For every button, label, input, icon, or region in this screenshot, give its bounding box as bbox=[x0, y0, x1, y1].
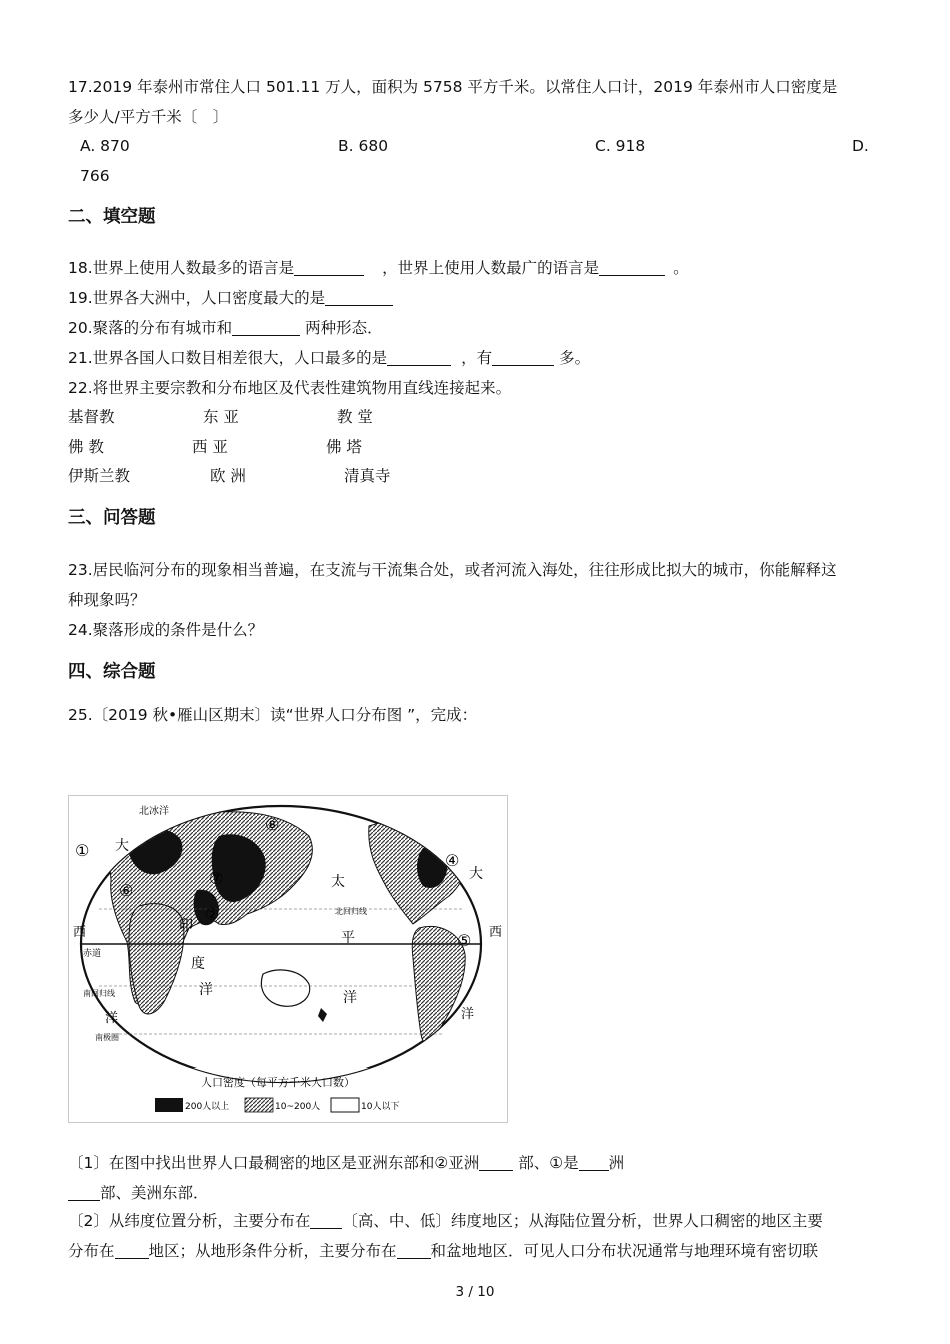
q22-region-3: 欧 洲 bbox=[210, 467, 246, 485]
label-atlantic-right: 大 bbox=[469, 866, 483, 882]
q23-line1: 23.居民临河分布的现象相当普遍，在支流与干流集合处，或者河流入海处，往往形成比拟大的城市，你能解释这 bbox=[68, 561, 837, 579]
legend-label-medium: 10~200人 bbox=[275, 1102, 321, 1112]
q21-blank-2 bbox=[492, 349, 554, 366]
label-north-pole: 北冰洋 bbox=[139, 806, 169, 817]
legend-swatch-sparse bbox=[331, 1098, 359, 1112]
marker-7: ⑦ bbox=[209, 869, 224, 888]
label-indian-3: 洋 bbox=[199, 982, 213, 998]
q18-text-c: 。 bbox=[673, 259, 689, 277]
q22-building-3: 清真寺 bbox=[344, 467, 391, 485]
label-tropic-north: 北回归线 bbox=[335, 907, 367, 916]
q25-p2-blank-1 bbox=[310, 1212, 342, 1229]
page-number: 3 / 10 bbox=[455, 1284, 495, 1300]
q20 bbox=[68, 317, 383, 339]
marker-4: ④ bbox=[445, 851, 460, 870]
q23-line2: 种现象吗？ bbox=[68, 591, 146, 609]
label-equator: 赤道 bbox=[83, 949, 102, 959]
label-pacific-mid: 平 bbox=[341, 930, 355, 946]
legend-swatch-dense bbox=[155, 1098, 183, 1112]
q21-text-a: 21.世界各国人口数目相差很大，人口最多的是 bbox=[68, 349, 388, 367]
q17-line1: 17.2019 年泰州市常住人口 501.11 万人，面积为 5758 平方千米。以常住人口计，2019 年泰州市人口密度是 bbox=[68, 78, 838, 96]
marker-1: ① bbox=[75, 841, 90, 860]
q22-religion-2: 佛 教 bbox=[68, 438, 104, 456]
q22-building-2: 佛 塔 bbox=[326, 438, 362, 456]
q25-p2-text-b: 〔高、中、低〕纬度地区；从海陆位置分析，世界人口稠密的地区主要 bbox=[342, 1212, 823, 1230]
q25-p1-text-b: 部、①是 bbox=[513, 1154, 579, 1172]
label-west-left: 西 bbox=[73, 925, 87, 940]
q21 bbox=[68, 347, 590, 369]
label-pacific-bottom: 洋 bbox=[343, 990, 357, 1006]
q17-option-b: B. 680 bbox=[338, 137, 389, 155]
marker-8: ⑧ bbox=[265, 815, 280, 834]
q25-p1-blank-2 bbox=[579, 1154, 609, 1171]
legend-label-dense: 200人以上 bbox=[185, 1102, 230, 1112]
q25-intro: 25.〔2019 秋•雁山区期末〕读“世界人口分布图 ”，完成： bbox=[68, 706, 478, 724]
q25-p2-text-c: 分布在 bbox=[68, 1242, 115, 1260]
q20-blank bbox=[232, 319, 300, 336]
q17-option-c: C. 918 bbox=[595, 137, 646, 155]
q18-text-b: ，世界上使用人数最广的语言是 bbox=[382, 259, 600, 277]
q22-building-1: 教 堂 bbox=[337, 408, 373, 426]
map-svg bbox=[69, 796, 507, 1122]
q25-p1-text-d: 部、美洲东部． bbox=[100, 1184, 209, 1202]
world-population-map bbox=[68, 795, 508, 1123]
q22-text: 22.将世界主要宗教和分布地区及代表性建筑物用直线连接起来。 bbox=[68, 379, 512, 397]
q17-line2: 多少人/平方千米〔 〕 bbox=[68, 108, 229, 126]
section-heading-comprehensive: 四、综合题 bbox=[68, 662, 156, 682]
label-pacific-top: 太 bbox=[331, 874, 345, 890]
q25-p2-text-d: 地区；从地形条件分析，主要分布在 bbox=[148, 1242, 397, 1260]
q25-p1-blank-1 bbox=[479, 1154, 513, 1171]
q21-text-c: 多。 bbox=[554, 349, 591, 367]
label-ocean-right: 洋 bbox=[461, 1007, 475, 1022]
section-heading-fill-in: 二、填空题 bbox=[68, 207, 156, 227]
label-west-right: 西 bbox=[489, 925, 503, 940]
label-ocean-left: 洋 bbox=[105, 1011, 119, 1026]
q19-blank bbox=[325, 289, 393, 306]
q21-text-b: ，有 bbox=[461, 349, 493, 367]
q25-p2-text-a: 〔2〕从纬度位置分析，主要分布在 bbox=[68, 1212, 311, 1230]
q19-text-a: 19.世界各大洲中，人口密度最大的是 bbox=[68, 289, 326, 307]
q20-text-b: 两种形态． bbox=[300, 319, 383, 337]
label-antarctic: 南极圈 bbox=[95, 1033, 119, 1042]
q25-part1-line2 bbox=[68, 1182, 209, 1204]
label-indian-1: 印 bbox=[179, 918, 193, 934]
q22-religion-3: 伊斯兰教 bbox=[68, 467, 131, 485]
q25-p2-blank-3 bbox=[397, 1242, 431, 1259]
q25-p2-text-e: 和盆地地区．可见人口分布状况通常与地理环境有密切联 bbox=[430, 1242, 819, 1260]
q25-part2-line1 bbox=[68, 1210, 823, 1232]
section-heading-qa: 三、问答题 bbox=[68, 508, 156, 528]
q25-part1-line1 bbox=[68, 1152, 624, 1174]
q25-part2-line2 bbox=[68, 1240, 818, 1262]
q24: 24.聚落形成的条件是什么？ bbox=[68, 621, 264, 639]
q21-blank-1 bbox=[387, 349, 451, 366]
q19 bbox=[68, 287, 393, 309]
legend-swatch-medium bbox=[245, 1098, 273, 1112]
q17-option-a: A. 870 bbox=[80, 137, 130, 155]
marker-5: ⑤ bbox=[457, 931, 472, 950]
label-tropic-south: 南回归线 bbox=[83, 989, 115, 998]
legend-label-sparse: 10人以下 bbox=[361, 1102, 400, 1112]
q18-blank-2 bbox=[599, 259, 665, 276]
q25-p1-blank-3 bbox=[68, 1184, 100, 1201]
q25-p1-text-c: 洲 bbox=[608, 1154, 625, 1172]
marker-6: ⑥ bbox=[119, 881, 134, 900]
q22-region-2: 西 亚 bbox=[192, 438, 228, 456]
q17-option-d: D. bbox=[852, 137, 869, 155]
q25-p2-blank-2 bbox=[115, 1242, 149, 1259]
q22-religion-1: 基督教 bbox=[68, 408, 115, 426]
label-atlantic-top: 大 bbox=[115, 838, 129, 854]
legend-title: 人口密度（每平方千米人口数） bbox=[201, 1076, 355, 1089]
q20-text-a: 20.聚落的分布有城市和 bbox=[68, 319, 233, 337]
q18 bbox=[68, 257, 689, 279]
q18-blank-1 bbox=[294, 259, 364, 276]
label-indian-2: 度 bbox=[191, 956, 205, 972]
marker-2: ② bbox=[205, 905, 220, 924]
q22-region-1: 东 亚 bbox=[203, 408, 239, 426]
q25-p1-text-a: 〔1〕在图中找出世界人口最稠密的地区是亚洲东部和②亚洲 bbox=[68, 1154, 480, 1172]
q18-text-a: 18.世界上使用人数最多的语言是 bbox=[68, 259, 295, 277]
q17-option-d-value: 766 bbox=[80, 167, 110, 185]
